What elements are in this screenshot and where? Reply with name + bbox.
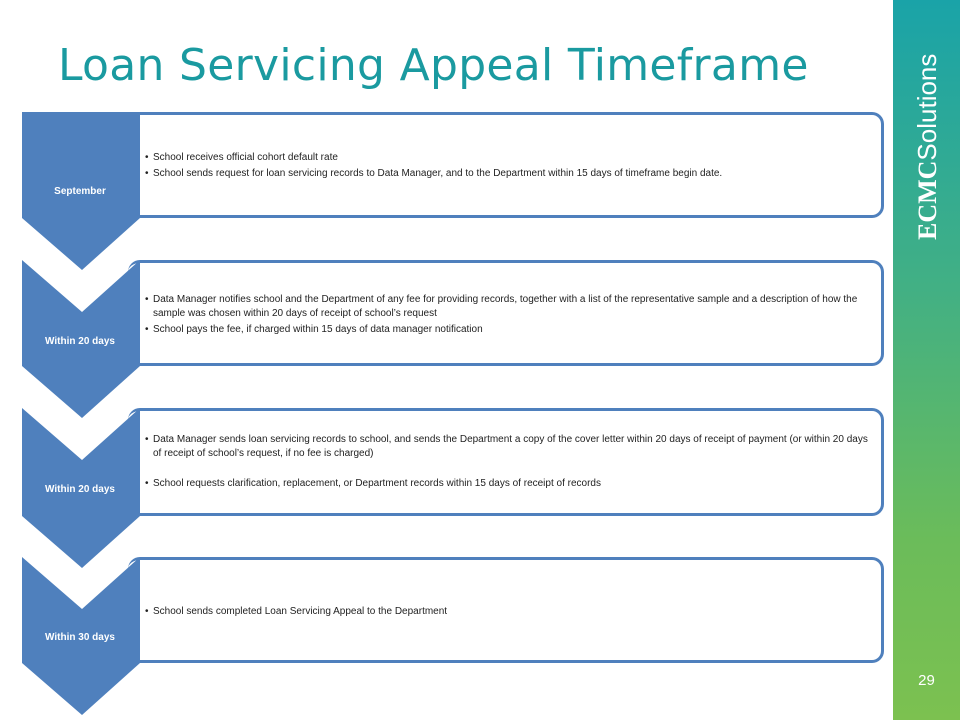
stage-1-bullet-1: • School receives official cohort default rate	[128, 151, 881, 165]
stage-2-bullet-1: • Data Manager notifies school and the Department of any fee for providing records, together with a list of the representative sample and a description of how the sample was chosen within 20 days of receipt of school’s request	[128, 293, 881, 321]
stage-2-bullet-2: • School pays the fee, if charged within 15 days of data manager notification	[128, 323, 881, 337]
stage-3-bullet-1: • Data Manager sends loan servicing records to school, and sends the Department a copy of the cover letter within 20 days of receipt of payment (or within 20 days of receipt of school’s request, if no fee is charged)	[128, 433, 881, 461]
stage-2-label: Within 20 days	[45, 336, 115, 347]
stage-4-label: Within 30 days	[45, 632, 115, 643]
stage-1-bullet-2: • School sends request for loan servicing records to Data Manager, and to the Department within 15 days of timeframe begin date.	[128, 167, 881, 181]
brand-regular-text: Solutions	[912, 53, 942, 161]
stage-1-label: September	[54, 186, 106, 197]
brand-bold-text: ECMC	[913, 160, 942, 240]
stage-3-bullet-2: • School requests clarification, replacement, or Department records within 15 days of receipt of records	[128, 477, 881, 491]
stage-4-bullet-1: • School sends completed Loan Servicing Appeal to the Department	[128, 605, 881, 619]
page-title: Loan Servicing Appeal Timeframe	[58, 40, 809, 91]
page-number: 29	[918, 672, 935, 689]
stage-3-label: Within 20 days	[45, 484, 115, 495]
